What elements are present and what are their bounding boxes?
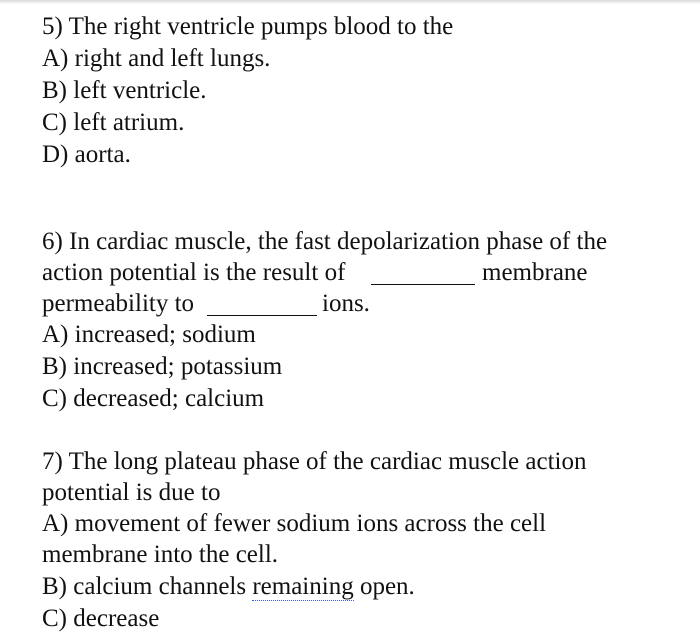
question-6-stem-line-2a: action potential is the result of	[42, 259, 346, 286]
answer-blank-2	[207, 315, 317, 316]
question-7-option-c: C) decrease	[42, 605, 160, 632]
question-6-stem-line-2b: membrane	[482, 259, 588, 286]
question-7-option-a-line-2: membrane into the cell.	[42, 541, 279, 568]
question-7-stem-line-1: 7) The long plateau phase of the cardiac muscle action	[42, 448, 587, 475]
question-7-option-b-pre: B) calcium channels	[42, 573, 247, 600]
question-6-option-a: A) increased; sodium	[42, 321, 256, 348]
question-5-option-c: C) left atrium.	[42, 109, 185, 136]
question-5-option-b: B) left ventricle.	[42, 77, 207, 104]
question-6-stem-line-3b: ions.	[322, 290, 370, 317]
question-6-stem-line-1: 6) In cardiac muscle, the fast depolarization phase of the	[42, 228, 608, 255]
question-5-stem: 5) The right ventricle pumps blood to the	[42, 13, 454, 40]
question-6-stem-line-3a: permeability to	[42, 290, 195, 317]
question-7-option-b-post: open.	[359, 573, 415, 600]
question-7-option-b	[42, 572, 415, 602]
question-5-option-a: A) right and left lungs.	[42, 45, 271, 72]
spellcheck-underlined-word: remaining	[252, 573, 354, 600]
question-5-option-d: D) aorta.	[42, 141, 131, 168]
question-6-option-c: C) decreased; calcium	[42, 385, 265, 412]
question-6-option-b: B) increased; potassium	[42, 353, 283, 380]
top-edge-divider	[0, 0, 700, 4]
question-7-stem-line-2: potential is due to	[42, 479, 221, 506]
answer-blank-1	[371, 284, 475, 285]
question-7-option-a-line-1: A) movement of fewer sodium ions across the cell	[42, 510, 547, 537]
